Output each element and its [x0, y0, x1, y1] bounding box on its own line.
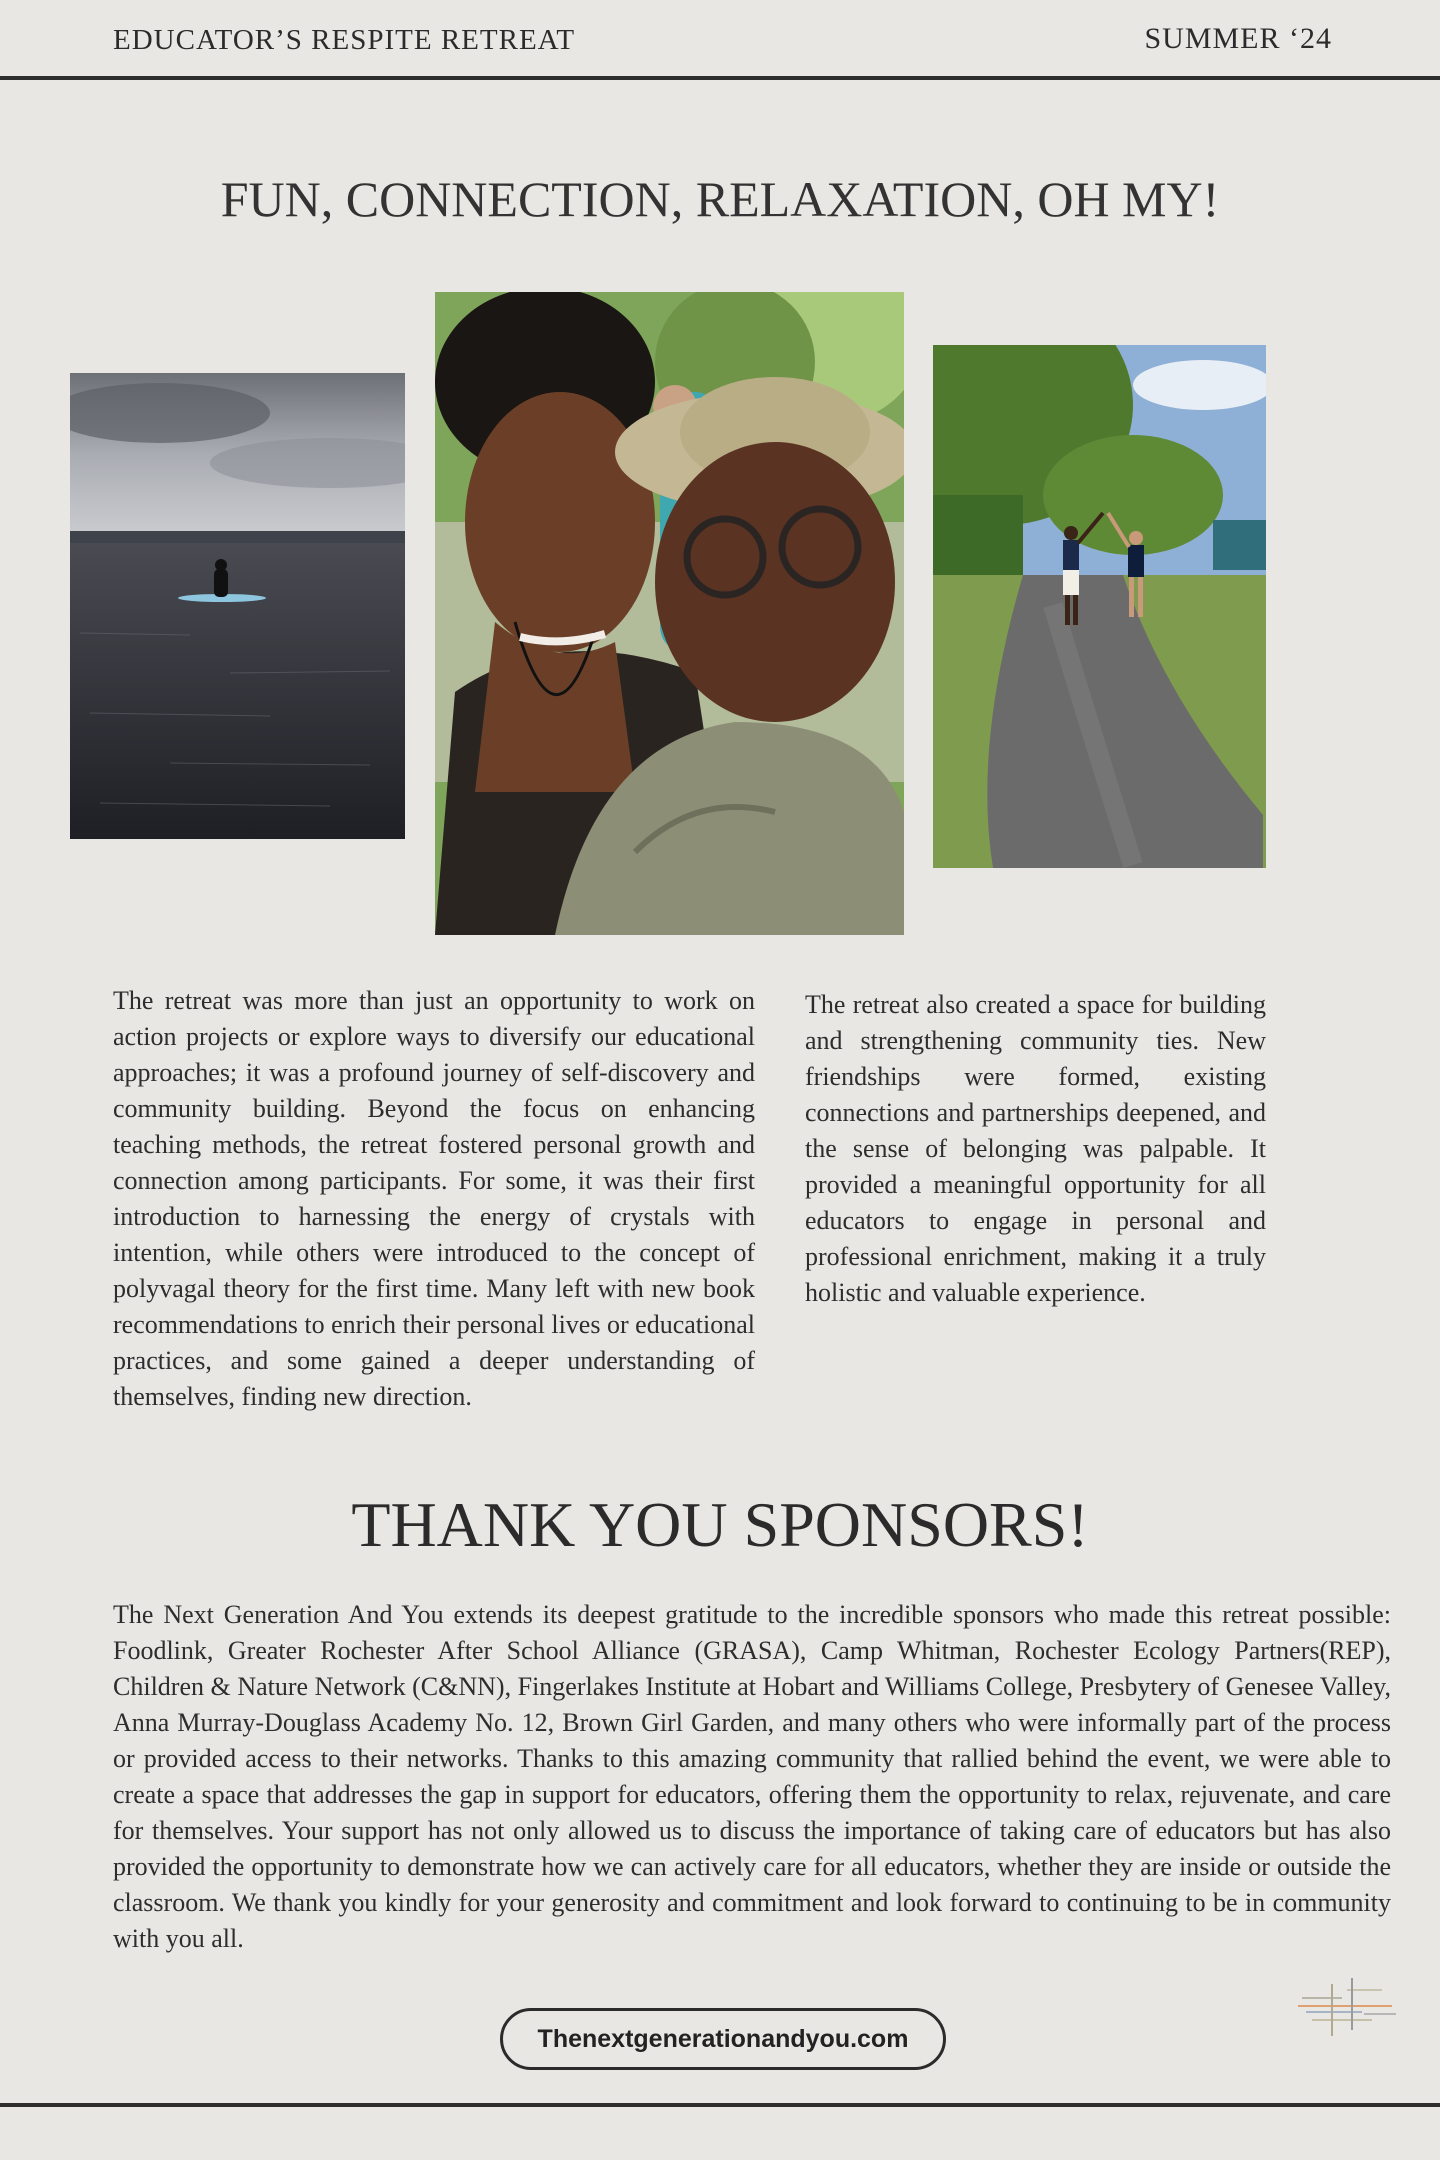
road-high-five-photo: [933, 345, 1266, 868]
sponsors-text: The Next Generation And You extends its deepest gratitude to the incredible sponsors who made this retreat possible: Foodlink, Greater Rochester After School Alliance (GRASA), Camp Whitman, Rochester Ecology Partners(REP), Children & Nature Network (C&NN), Fingerlakes Institute at Hobart and Williams College, Presbytery of Genesee Valley, Anna Murray-Douglass Academy No. 12, Brown Girl Garden, and many others who were informally part of the process or provided access to their networks. Thanks to this amazing community that rallied behind the event, we were able to create a space that addresses the gap in support for educators, offering them the opportunity to relax, rejuvenate, and care for themselves. Your support has not only allowed us to discuss the importance of taking care of educators but has also provided the opportunity to demonstrate how we can actively care for all educators, whether they are inside or outside the classroom. We thank you kindly for your generosity and commitment and look forward to continuing to be in community with you all.: [113, 1600, 1391, 1953]
selfie-photo: [435, 292, 904, 935]
top-divider: [0, 76, 1440, 80]
page-title: FUN, CONNECTION, RELAXATION, OH MY!: [220, 171, 1220, 227]
issue-season: SUMMER ‘24: [1144, 22, 1332, 55]
sponsors-heading: THANK YOU SPONSORS!: [351, 1489, 1089, 1560]
bottom-divider: [0, 2103, 1440, 2107]
retreat-summary-text: The retreat was more than just an opportunity to work on action projects or explore ways to diversify our educational approaches; it was a profound journey of self-discovery and community building. Beyond the focus on enhancing teaching methods, the retreat fostered personal growth and connection among participants. For some, it was their first introduction to harnessing the energy of crystals with intention, while others were introduced to the concept of polyvagal theory for the first time. Many left with new book recommendations to enrich their personal lives or educational practices, and some gained a deeper understanding of themselves, finding new direction.: [113, 986, 755, 1411]
word-cloud-logo: [1292, 1970, 1400, 2040]
community-text: The retreat also created a space for building and strengthening community ties. New friendships were formed, existing connections and partnerships deepened, and the sense of belonging was palpable. It provided a meaningful opportunity for all educators to engage in personal and professional enrichment, making it a truly holistic and valuable experience.: [805, 990, 1266, 1307]
website-link-button[interactable]: Thenextgenerationandyou.com: [500, 2008, 946, 2070]
newsletter-name: EDUCATOR’S RESPITE RETREAT: [113, 24, 576, 56]
lake-paddleboard-photo: [70, 373, 405, 839]
